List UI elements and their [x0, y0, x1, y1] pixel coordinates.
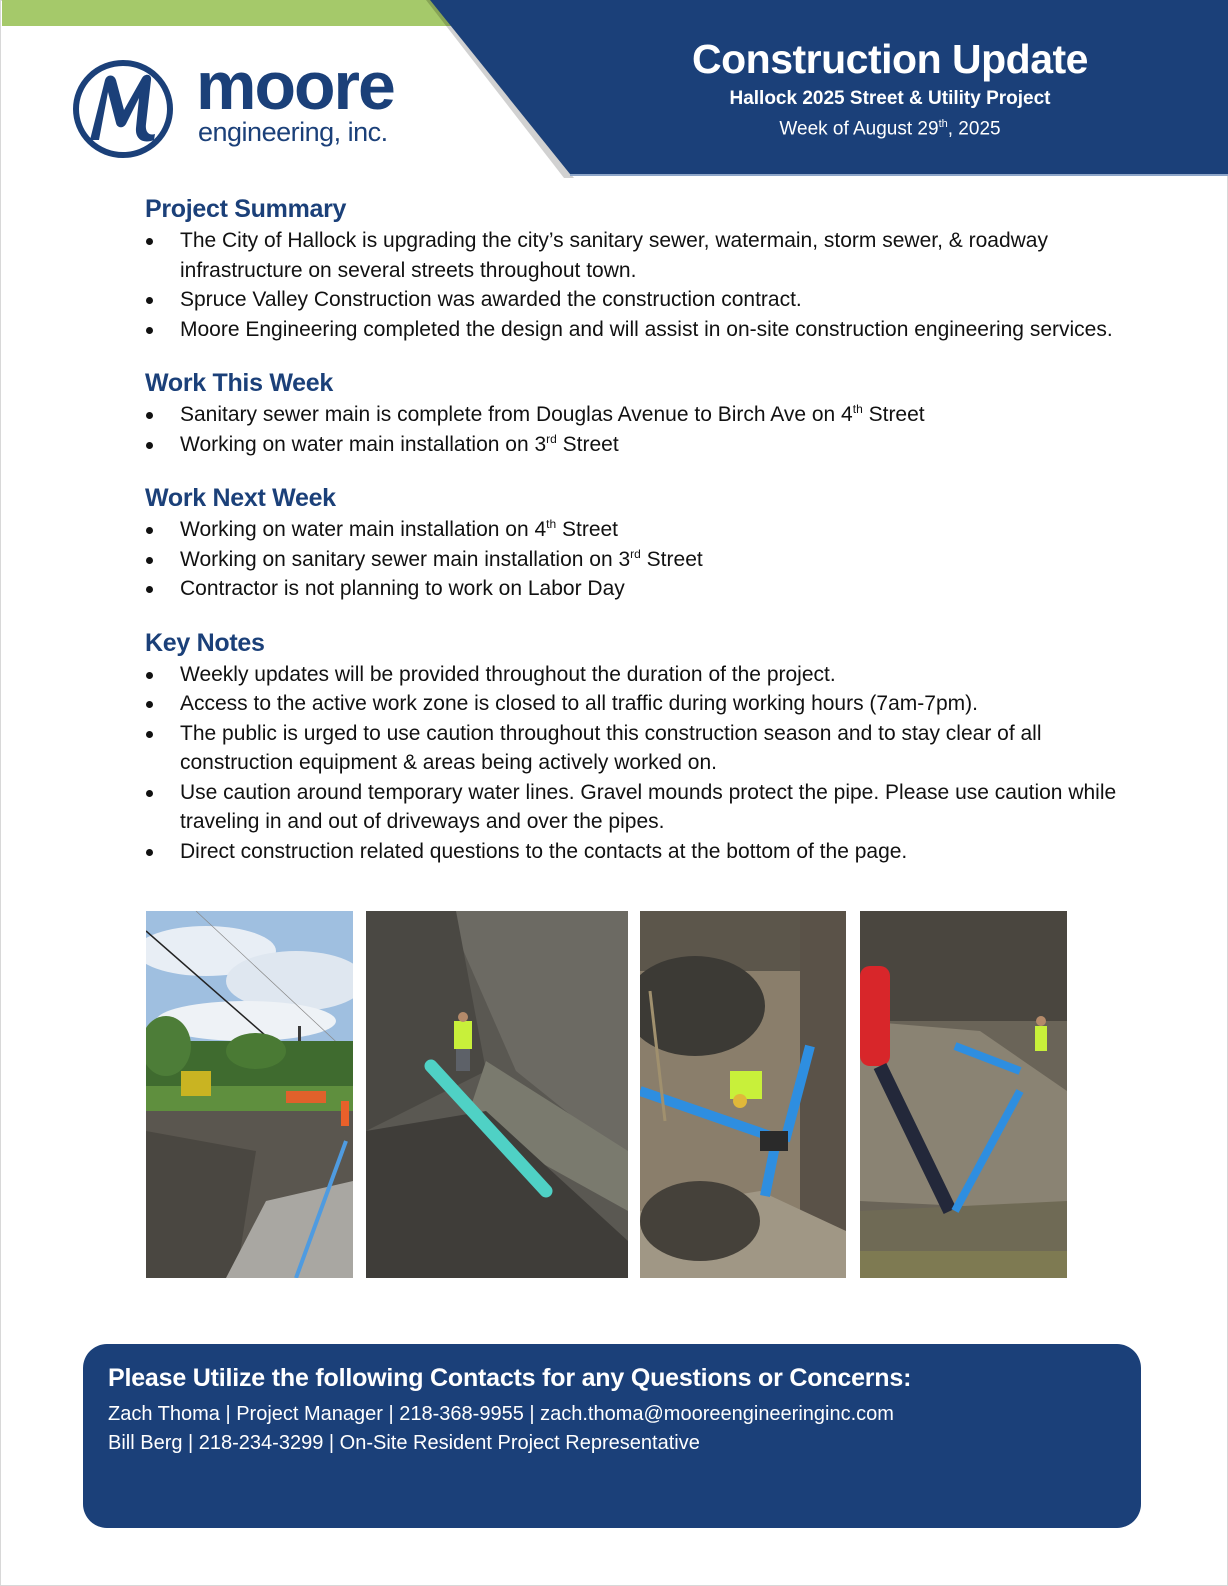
page-title: Construction Update [692, 36, 1088, 82]
section-project-summary [145, 192, 1135, 344]
list-item [145, 545, 1135, 575]
hydrant-connection-photo [860, 911, 1067, 1278]
week-ordinal: th [938, 118, 948, 130]
main-content [145, 192, 1135, 888]
section-key-notes [145, 626, 1135, 867]
section-heading: Work Next Week [145, 484, 336, 512]
item-text: Working on water main installation on 3 [180, 432, 547, 456]
bullet-list [145, 400, 1135, 459]
week-of-date [590, 112, 1190, 141]
section-work-this-week [145, 366, 1135, 459]
trench-sewer-pipe-photo [366, 911, 628, 1278]
item-ordinal: rd [546, 431, 557, 446]
week-prefix: Week of August 29 [779, 118, 939, 140]
list-item: Weekly updates will be provided throughout the duration of the project. [145, 660, 1135, 690]
list-item: Use caution around temporary water lines. Gravel mounds protect the pipe. Please use caution while traveling in and out of driveways and over the pipes. [145, 778, 1135, 837]
item-text: Working on water main installation on 4 [180, 518, 547, 541]
item-text: Contractor is not planning to work on Labor Day [180, 577, 625, 600]
list-item [145, 400, 1135, 430]
bullet-list [145, 226, 1135, 344]
list-item: The City of Hallock is upgrading the city’s sanitary sewer, watermain, storm sewer, & roadway infrastructure on several streets throughout town. [145, 226, 1135, 285]
project-name: Hallock 2025 Street & Utility Project [729, 88, 1051, 109]
item-text-end: Street [862, 403, 925, 426]
contacts-panel [83, 1344, 1141, 1528]
bullet-list [145, 660, 1135, 867]
item-text-end: Street [556, 432, 619, 456]
item-ordinal: rd [630, 546, 641, 561]
m-circle-logo-icon [72, 58, 174, 160]
contacts-heading: Please Utilize the following Contacts for any Questions or Concerns: [108, 1364, 912, 1392]
header-banner-underline [570, 174, 1228, 176]
bullet-list [145, 515, 1135, 604]
item-text: Sanitary sewer main is complete from Douglas Avenue to Birch Ave on 4 [180, 403, 853, 426]
item-text-end: Street [556, 518, 619, 541]
section-heading: Work This Week [145, 369, 333, 397]
contact-line-project-manager: Zach Thoma | Project Manager | 218-368-9955 | zach.thoma@mooreengineeringinc.com [108, 1403, 894, 1425]
item-text-end: Street [640, 547, 703, 571]
street-water-line-photo [146, 911, 353, 1278]
logo-wordmark: moore [196, 48, 394, 124]
item-text: Working on sanitary sewer main installation on 3 [180, 547, 631, 571]
contact-line-resident-representative: Bill Berg | 218-234-3299 | On-Site Resident Project Representative [108, 1432, 700, 1454]
item-ordinal: th [852, 402, 863, 416]
logo-subtitle: engineering, inc. [198, 117, 388, 147]
list-item [145, 574, 1135, 604]
company-logo [72, 48, 432, 162]
header-green-band [2, 0, 472, 26]
water-main-tee-photo [640, 911, 846, 1278]
header-text-block [590, 34, 1190, 141]
list-item: Moore Engineering completed the design and will assist in on-site construction engineering services. [145, 315, 1135, 345]
section-work-next-week [145, 481, 1135, 604]
list-item [145, 515, 1135, 545]
list-item: The public is urged to use caution throughout this construction season and to stay clear of all construction equipment & areas being actively worked on. [145, 719, 1135, 778]
item-ordinal: th [546, 517, 557, 531]
list-item [145, 430, 1135, 460]
list-item: Access to the active work zone is closed to all traffic during working hours (7am-7pm). [145, 689, 1135, 719]
list-item: Spruce Valley Construction was awarded the construction contract. [145, 285, 1135, 315]
week-suffix: , 2025 [947, 118, 1001, 140]
list-item: Direct construction related questions to the contacts at the bottom of the page. [145, 837, 1135, 867]
section-heading: Project Summary [145, 195, 347, 223]
section-heading: Key Notes [145, 628, 265, 657]
